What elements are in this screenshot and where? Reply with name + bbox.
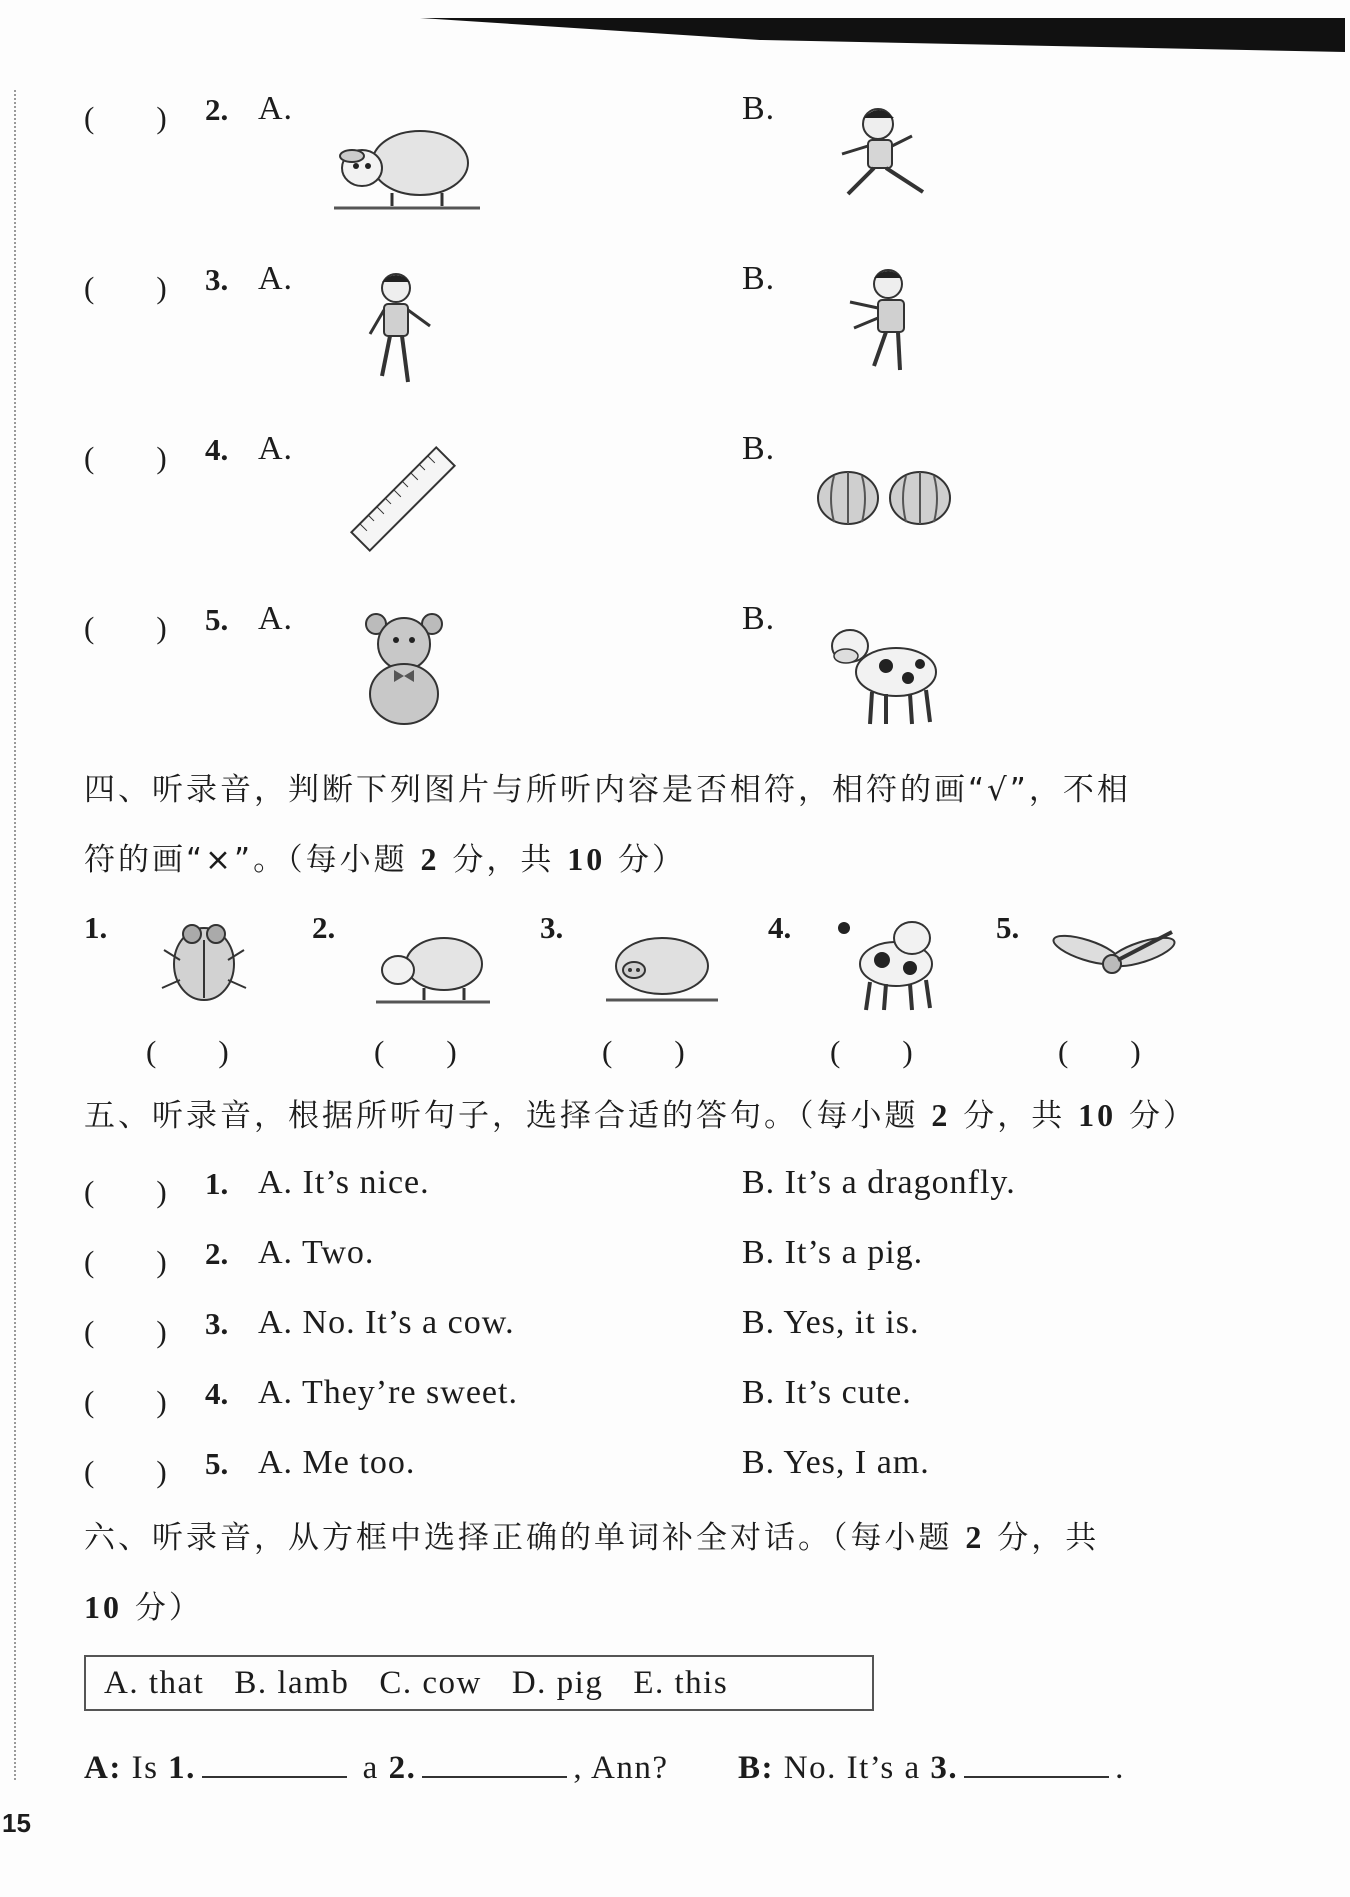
dialog-text: Is (131, 1750, 159, 1786)
binding-margin-line (14, 90, 16, 1780)
heading-score: 2 (965, 1519, 985, 1555)
pumpkins-image (816, 466, 956, 528)
question-number: 3. (205, 1306, 229, 1341)
section6-heading-line2 (84, 1582, 203, 1627)
answer-bracket[interactable]: ( ) (84, 100, 167, 135)
blank-number: 1. (168, 1750, 196, 1786)
option-a: A. It’s nice. (258, 1164, 430, 1201)
answer-bracket[interactable]: ( ) (602, 1034, 685, 1069)
jumping-boy-image (836, 262, 946, 392)
cow-image (826, 612, 942, 730)
section4-heading-line2 (84, 834, 686, 879)
heading-total: 10 (84, 1589, 122, 1625)
cow-image (834, 910, 944, 1014)
option-a: A. Two. (258, 1234, 375, 1271)
heading-text: 分） (618, 842, 687, 878)
dialog-text: No. It’s a (783, 1750, 921, 1786)
speaker-a-label: A: (84, 1750, 122, 1786)
answer-bracket[interactable]: ( ) (84, 1244, 167, 1279)
ruler-image (340, 440, 466, 558)
answer-bracket[interactable]: ( ) (84, 1384, 167, 1419)
option-a: A. They’re sweet. (258, 1374, 518, 1411)
answer-bracket[interactable]: ( ) (84, 270, 167, 305)
heading-text: 六、听录音，从方框中选择正确的单词补全对话。（每小题 (84, 1520, 953, 1556)
section4-heading-line1: 四、听录音，判断下列图片与所听内容是否相符，相符的画“√”，不相 (84, 772, 1131, 808)
word-option: B. lamb (234, 1664, 350, 1701)
option-a-label: A. (258, 260, 294, 297)
heading-text: 分） (134, 1590, 203, 1626)
option-b-label: B. (742, 600, 776, 637)
option-b: B. It’s a dragonfly. (742, 1164, 1016, 1201)
option-a-label: A. (258, 90, 294, 127)
heading-total: 10 (567, 841, 606, 877)
question-number: 3. (205, 262, 229, 297)
answer-bracket[interactable]: ( ) (84, 440, 167, 475)
heading-text: 分，共 (997, 1520, 1100, 1556)
heading-score: 2 (931, 1097, 951, 1133)
blank-2-input[interactable] (422, 1746, 567, 1778)
word-option: E. this (633, 1664, 729, 1701)
blank-1-input[interactable] (202, 1746, 347, 1778)
item-number: 2. (312, 910, 336, 945)
speaker-b-label: B: (738, 1750, 774, 1786)
answer-bracket[interactable]: ( ) (1058, 1034, 1141, 1069)
heading-text: 分，共 (963, 1098, 1066, 1134)
answer-bracket[interactable]: ( ) (84, 1174, 167, 1209)
question-number: 1. (205, 1166, 229, 1201)
dialog-text: , Ann? (573, 1750, 669, 1786)
blank-3-input[interactable] (964, 1746, 1109, 1778)
option-b-label: B. (742, 430, 776, 467)
word-option: D. pig (511, 1664, 604, 1701)
question-number: 4. (205, 1376, 229, 1411)
answer-bracket[interactable]: ( ) (146, 1034, 229, 1069)
heading-total: 10 (1078, 1097, 1117, 1133)
cicada-image (156, 910, 252, 1006)
dragonfly-image (1050, 926, 1180, 996)
heading-score: 2 (420, 841, 440, 877)
section5-heading (84, 1090, 1197, 1135)
answer-bracket[interactable]: ( ) (374, 1034, 457, 1069)
blank-number: 2. (388, 1750, 417, 1786)
page-number: 15 (2, 1808, 31, 1838)
answer-bracket[interactable]: ( ) (84, 1454, 167, 1489)
option-a: A. Me too. (258, 1444, 416, 1481)
answer-bracket[interactable]: ( ) (84, 610, 167, 645)
dialog-text: . (1115, 1750, 1125, 1786)
sheep-image (332, 118, 482, 214)
running-girl-image (828, 104, 938, 208)
heading-text: 符的画“×”。（每小题 (84, 842, 408, 878)
dialog-text: a (362, 1750, 379, 1786)
question-number: 4. (205, 432, 229, 467)
word-bank-box (84, 1655, 874, 1711)
option-a: A. No. It’s a cow. (258, 1304, 515, 1341)
option-b-label: B. (742, 260, 776, 297)
dialog-line (84, 1746, 1125, 1787)
heading-text: 五、听录音，根据所听句子，选择合适的答句。（每小题 (84, 1098, 919, 1134)
option-b-label: B. (742, 90, 776, 127)
option-a-label: A. (258, 430, 294, 467)
item-number: 3. (540, 910, 564, 945)
question-number: 2. (205, 1236, 229, 1271)
question-number: 2. (205, 92, 229, 127)
answer-bracket[interactable]: ( ) (830, 1034, 913, 1069)
option-b: B. It’s a pig. (742, 1234, 924, 1271)
option-a-label: A. (258, 600, 294, 637)
blank-number: 3. (930, 1750, 959, 1786)
pig-image (604, 930, 720, 1006)
top-banner (0, 0, 1350, 60)
question-number: 5. (205, 602, 229, 637)
section6-heading-line1 (84, 1512, 1099, 1557)
option-b: B. It’s cute. (742, 1374, 912, 1411)
sheep-image (374, 930, 492, 1006)
walking-boy-image (340, 266, 450, 392)
item-number: 1. (84, 910, 108, 945)
item-number: 4. (768, 910, 792, 945)
word-option: C. cow (379, 1664, 482, 1701)
heading-text: 分） (1128, 1098, 1197, 1134)
option-b: B. Yes, I am. (742, 1444, 930, 1481)
answer-bracket[interactable]: ( ) (84, 1314, 167, 1349)
question-number: 5. (205, 1446, 229, 1481)
word-option: A. that (104, 1664, 205, 1701)
item-number: 5. (996, 910, 1020, 945)
option-b: B. Yes, it is. (742, 1304, 920, 1341)
heading-text: 分，共 (452, 842, 555, 878)
teddy-bear-image (356, 610, 452, 728)
